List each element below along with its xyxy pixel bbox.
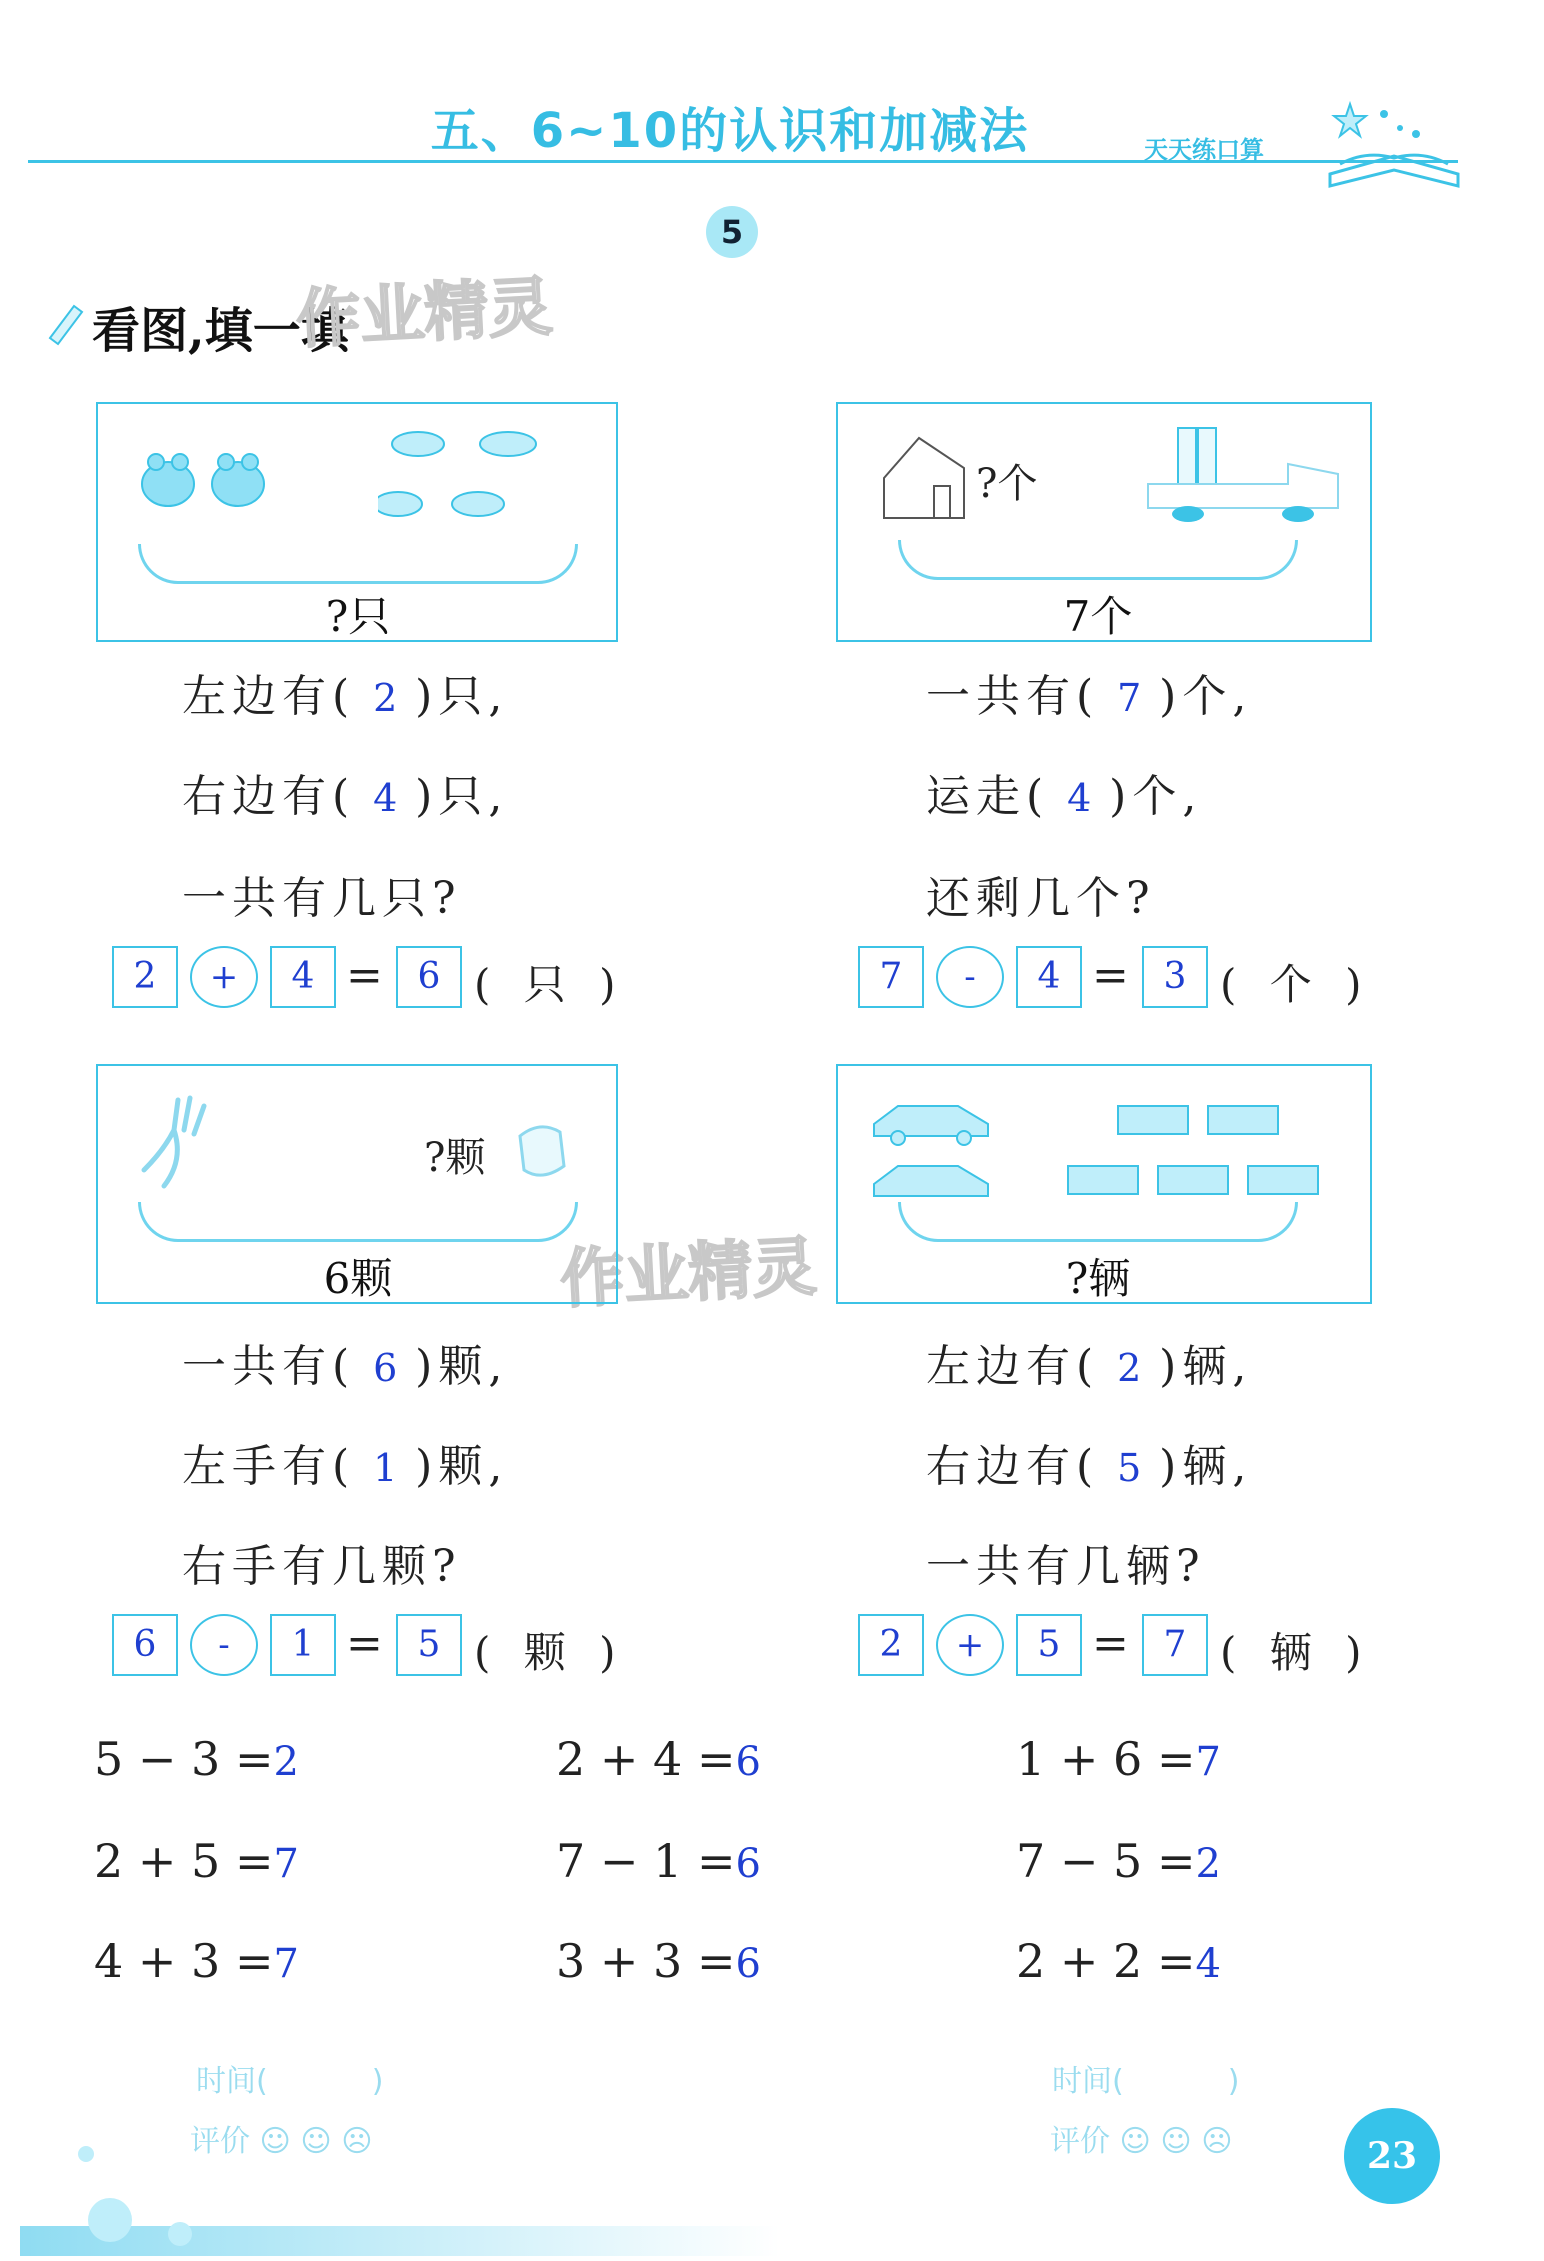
answer-blank[interactable]: 6 — [373, 1346, 398, 1390]
answer-blank[interactable]: 4 — [1067, 776, 1092, 820]
sad-face-icon[interactable]: ☹ — [341, 2124, 373, 2159]
equals-sign: = — [1092, 950, 1129, 1001]
equation-box[interactable]: 3 — [1142, 946, 1208, 1008]
neutral-face-icon[interactable]: ☺ — [300, 2124, 332, 2159]
time-label: 时间( — [1052, 2064, 1124, 2099]
calc-answer[interactable]: 2 — [273, 1739, 299, 1785]
total-label: ?辆 — [1065, 1254, 1131, 1303]
calc-expression: 5 − 3 = — [94, 1732, 274, 1786]
fill-line — [182, 660, 508, 724]
line-prefix: 一共有( — [926, 671, 1100, 722]
calc-expression: 2 + 4 = — [556, 1732, 736, 1786]
rating-label: 评价 — [1050, 2124, 1110, 2159]
fill-line — [182, 1430, 508, 1494]
calc-item — [556, 1934, 761, 1988]
picture-panel — [96, 402, 618, 642]
total-label: 6颗 — [323, 1254, 393, 1303]
calc-answer[interactable]: 6 — [735, 1941, 761, 1987]
line-prefix: 运走( — [926, 771, 1050, 822]
equation-box[interactable]: 7 — [858, 946, 924, 1008]
frog-icon — [138, 444, 278, 524]
watermark: 作业精灵 — [294, 270, 555, 358]
picture-panel — [836, 1064, 1372, 1304]
calc-item — [94, 1732, 299, 1786]
line-prefix: 左手有( — [182, 1441, 356, 1492]
open-book-icon — [1320, 94, 1468, 194]
unit-label: ( 颗 ) — [474, 1628, 626, 1677]
calc-item — [94, 1934, 299, 1988]
calc-expression: 7 − 5 = — [1016, 1834, 1196, 1888]
calc-expression: 2 + 2 = — [1016, 1934, 1196, 1988]
calc-answer[interactable]: 7 — [273, 1841, 299, 1887]
total-label: 7个 — [1063, 592, 1133, 641]
line-prefix: 左边有( — [182, 671, 356, 722]
page-number: 23 — [1344, 2108, 1440, 2204]
calc-answer[interactable]: 2 — [1195, 1841, 1221, 1887]
time-field-right[interactable] — [1052, 2056, 1239, 2100]
watermark: 作业精灵 — [558, 1230, 819, 1318]
happy-face-icon[interactable]: ☺ — [1119, 2124, 1151, 2159]
brace — [898, 540, 1298, 580]
fill-line — [182, 760, 508, 824]
neutral-face-icon[interactable]: ☺ — [1160, 2124, 1192, 2159]
line-suffix: )只, — [415, 771, 509, 822]
calc-answer[interactable]: 7 — [273, 1941, 299, 1987]
answer-blank[interactable]: 2 — [373, 676, 398, 720]
section-heading: 看图,填一填 — [92, 303, 349, 359]
question-line: 右手有几颗? — [182, 1541, 462, 1592]
brace — [138, 544, 578, 584]
line-prefix: 左边有( — [926, 1341, 1100, 1392]
calc-expression: 1 + 6 = — [1016, 1732, 1196, 1786]
total-label: ?只 — [325, 592, 391, 641]
tadpole-group-icon — [378, 424, 578, 534]
operator-circle[interactable]: + — [190, 946, 258, 1008]
operator-circle[interactable]: - — [190, 1614, 258, 1676]
closed-fist-icon — [510, 1116, 574, 1186]
house-question-label: ?个 — [976, 461, 1038, 507]
equals-sign: = — [1092, 1618, 1129, 1669]
fill-line — [182, 1330, 508, 1394]
fill-line — [926, 1430, 1252, 1494]
line-suffix: )个, — [1159, 671, 1253, 722]
rating-label: 评价 — [190, 2124, 250, 2159]
brace — [898, 1202, 1298, 1242]
hand-question-label: ?颗 — [424, 1135, 486, 1181]
equation-box[interactable]: 4 — [270, 946, 336, 1008]
truck-group-icon — [1058, 1086, 1358, 1206]
unit-label: ( 只 ) — [474, 960, 626, 1009]
house-icon — [874, 428, 974, 528]
question-line: 一共有几只? — [182, 873, 462, 924]
bubble-decoration — [20, 2130, 780, 2261]
picture-panel — [96, 1064, 618, 1304]
line-prefix: 右边有( — [926, 1441, 1100, 1492]
calc-answer[interactable]: 6 — [735, 1739, 761, 1785]
equation-box[interactable]: 2 — [858, 1614, 924, 1676]
answer-blank[interactable]: 7 — [1117, 676, 1142, 720]
equation-box[interactable]: 6 — [112, 1614, 178, 1676]
calc-expression: 4 + 3 = — [94, 1934, 274, 1988]
calc-item — [556, 1732, 761, 1786]
equation-box[interactable]: 4 — [1016, 946, 1082, 1008]
time-close: ) — [371, 2064, 384, 2099]
equals-sign: = — [346, 950, 383, 1001]
answer-blank[interactable]: 5 — [1117, 1446, 1142, 1490]
line-suffix: )颗, — [415, 1341, 509, 1392]
pencil-icon — [44, 298, 92, 346]
fill-line — [926, 660, 1252, 724]
question-line: 一共有几辆? — [926, 1541, 1206, 1592]
fill-line — [926, 760, 1202, 824]
sad-face-icon[interactable]: ☹ — [1201, 2124, 1233, 2159]
unit-label: ( 个 ) — [1220, 960, 1372, 1009]
line-suffix: )辆, — [1159, 1441, 1253, 1492]
calc-item — [94, 1834, 299, 1888]
car-group-icon — [868, 1086, 998, 1206]
equation-box[interactable]: 5 — [396, 1614, 462, 1676]
line-suffix: )颗, — [415, 1441, 509, 1492]
open-hand-icon — [134, 1090, 224, 1200]
line-prefix: 右边有( — [182, 771, 356, 822]
operator-circle[interactable]: - — [936, 946, 1004, 1008]
calc-item — [556, 1834, 761, 1888]
happy-face-icon[interactable]: ☺ — [259, 2124, 291, 2159]
equation-box[interactable]: 6 — [396, 946, 462, 1008]
equation-box[interactable]: 2 — [112, 946, 178, 1008]
calc-expression: 7 − 1 = — [556, 1834, 736, 1888]
equation-box[interactable]: 7 — [1142, 1614, 1208, 1676]
calc-answer[interactable]: 6 — [735, 1841, 761, 1887]
rating-row-right — [1050, 2116, 1232, 2160]
picture-panel — [836, 402, 1372, 642]
equation-box[interactable]: 5 — [1016, 1614, 1082, 1676]
calc-expression: 3 + 3 = — [556, 1934, 736, 1988]
exercise-number-badge: 5 — [706, 206, 758, 258]
calc-answer[interactable]: 7 — [1195, 1739, 1221, 1785]
fill-line — [926, 1330, 1252, 1394]
calc-expression: 2 + 5 = — [94, 1834, 274, 1888]
unit-label: ( 辆 ) — [1220, 1628, 1372, 1677]
equation-box[interactable]: 1 — [270, 1614, 336, 1676]
calc-answer[interactable]: 4 — [1195, 1941, 1221, 1987]
answer-blank[interactable]: 1 — [373, 1446, 398, 1490]
time-close: ) — [1227, 2064, 1240, 2099]
equals-sign: = — [346, 1618, 383, 1669]
line-suffix: )个, — [1109, 771, 1203, 822]
chapter-title: 五、6~10的认识和加减法 — [430, 103, 1030, 159]
calc-item — [1016, 1934, 1221, 1988]
calc-item — [1016, 1732, 1221, 1786]
truck-icon — [1138, 424, 1348, 534]
series-label: 天天练口算 — [1144, 136, 1264, 164]
line-suffix: )只, — [415, 671, 509, 722]
operator-circle[interactable]: + — [936, 1614, 1004, 1676]
time-field-left[interactable] — [196, 2056, 383, 2100]
line-prefix: 一共有( — [182, 1341, 356, 1392]
question-line: 还剩几个? — [926, 873, 1156, 924]
calc-item — [1016, 1834, 1221, 1888]
answer-blank[interactable]: 2 — [1117, 1346, 1142, 1390]
brace — [138, 1202, 578, 1242]
line-suffix: )辆, — [1159, 1341, 1253, 1392]
answer-blank[interactable]: 4 — [373, 776, 398, 820]
time-label: 时间( — [196, 2064, 268, 2099]
